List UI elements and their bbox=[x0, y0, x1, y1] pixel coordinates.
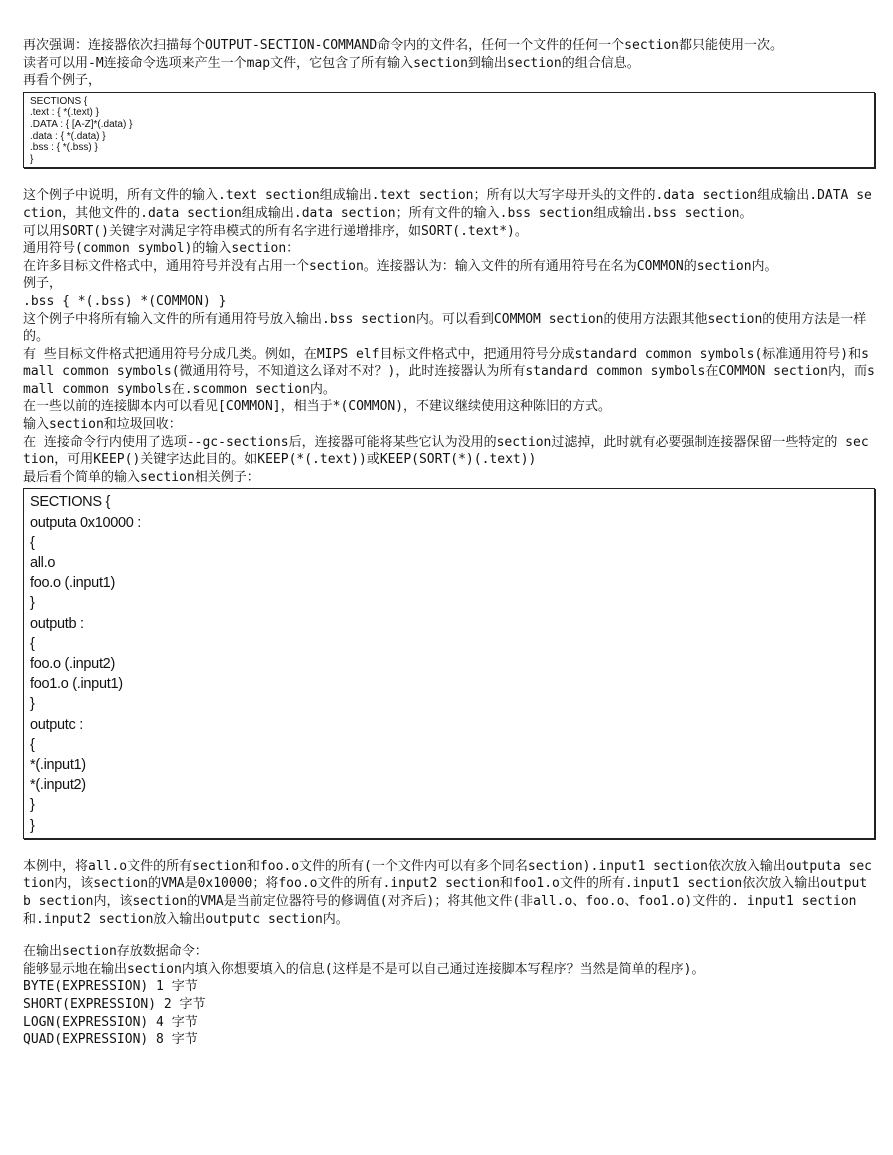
code-line: { bbox=[30, 635, 35, 652]
code-block-sections-1 bbox=[23, 92, 875, 169]
spacer bbox=[23, 843, 875, 858]
paragraph: 有 些目标文件格式把通用符号分成几类。例如，在MIPS elf目标文件格式中，把通用符号分成standard common symbols(标准通用符号)和small common symbols(微通用符号，不知道这么译对不对？)，此时连接器认为所有standard common symbols在COMMON section内，而small common symbols在.scommon section内。 bbox=[23, 346, 875, 397]
code-line: } bbox=[30, 817, 35, 834]
paragraph: 通用符号(common symbol)的输入section： bbox=[23, 241, 300, 257]
data-commands-section bbox=[23, 943, 875, 1049]
paragraph: 再次强调：连接器依次扫描每个OUTPUT-SECTION-COMMAND命令内的文件名，任何一个文件的任何一个section都只能使用一次。 bbox=[23, 38, 783, 53]
paragraph: 再看个例子， bbox=[23, 73, 102, 89]
example-explanation-section bbox=[23, 858, 875, 928]
code-line: } bbox=[30, 797, 35, 814]
code-line: outputb : bbox=[30, 615, 84, 632]
paragraph: 在 连接命令行内使用了选项--gc-sections后，连接器可能将某些它认为没用的section过滤掉，此时就有必要强制连接器保留一些特定的 section，可用KEEP()关键字达此目的。如KEEP(*(.text))或KEEP(SORT(*)(.text)) bbox=[23, 434, 869, 468]
intro-section bbox=[23, 37, 875, 90]
code-line: foo1.o (.input1) bbox=[30, 676, 123, 693]
code-line: *(.input2) bbox=[30, 777, 86, 794]
paragraph: 输入section和垃圾回收： bbox=[23, 417, 182, 433]
code-line: outputa 0x10000 : bbox=[30, 514, 141, 531]
paragraph: 这个例子中说明，所有文件的输入.text section组成输出.text section；所有以大写字母开头的文件的.data section组成输出.DATA section，其他文件的.data section组成输出.data section；所有文件的输入.bss section组成输出.bss section。 bbox=[23, 188, 872, 221]
paragraph: 在一些以前的连接脚本内可以看见[COMMON]，相当于*(COMMON)，不建议继续使用这种陈旧的方式。 bbox=[23, 399, 612, 415]
paragraph: 在许多目标文件格式中，通用符号并没有占用一个section。连接器认为：输入文件的所有通用符号在名为COMMON的section内。 bbox=[23, 258, 778, 274]
data-command-line: SHORT(EXPRESSION) 2 字节 bbox=[23, 997, 206, 1013]
document-page bbox=[23, 37, 875, 1049]
paragraph: 在输出section存放数据命令： bbox=[23, 944, 208, 960]
spacer bbox=[23, 172, 875, 187]
code-line: SECTIONS { bbox=[30, 494, 110, 511]
paragraph: 可以用SORT()关键字对满足字符串模式的所有名字进行递增排序，如SORT(.text*)。 bbox=[23, 223, 528, 239]
code-line: .bss : { *(.bss) } bbox=[30, 142, 98, 154]
code-line: *(.input1) bbox=[30, 757, 86, 774]
code-line: outputc : bbox=[30, 716, 83, 733]
code-line: all.o bbox=[30, 555, 56, 572]
code-line: { bbox=[30, 736, 35, 753]
code-line: foo.o (.input2) bbox=[30, 656, 115, 673]
code-line: } bbox=[30, 153, 34, 165]
paragraph: 能够显示地在输出section内填入你想要填入的信息(这样是不是可以自己通过连接脚本写程序？当然是简单的程序)。 bbox=[23, 961, 705, 977]
paragraph: 例子， bbox=[23, 276, 63, 292]
explanation-section bbox=[23, 187, 875, 486]
code-line: .text : { *(.text) } bbox=[30, 107, 99, 119]
paragraph: .bss { *(.bss) *(COMMON) } bbox=[23, 293, 227, 309]
spacer bbox=[23, 928, 875, 943]
code-block-sections-2 bbox=[23, 488, 875, 838]
data-command-line: QUAD(EXPRESSION) 8 字节 bbox=[23, 1032, 198, 1048]
paragraph: 这个例子中将所有输入文件的所有通用符号放入输出.bss section内。可以看到COMMOM section的使用方法跟其他section的使用方法是一样的。 bbox=[23, 311, 867, 345]
code-line: SECTIONS { bbox=[30, 95, 88, 107]
code-line: } bbox=[30, 595, 35, 612]
paragraph: 最后看个简单的输入section相关例子： bbox=[23, 469, 260, 485]
paragraph: 本例中，将all.o文件的所有section和foo.o文件的所有(一个文件内可以有多个同名section).input1 section依次放入输出outputa section内，该section的VMA是0x10000；将foo.o文件的所有.input2 section和foo1.o文件的所有.input1 section依次放入输出outputb section内，该section的VMA是当前定位器符号的修调值(对齐后)；将其他文件(非all.o、foo.o、foo1.o)文件的. input1 section和.input2 section放入输出outputc section内。 bbox=[23, 858, 872, 927]
code-line: .data : { *(.data) } bbox=[30, 130, 106, 142]
data-command-line: LOGN(EXPRESSION) 4 字节 bbox=[23, 1014, 198, 1030]
code-line: foo.o (.input1) bbox=[30, 575, 115, 592]
data-command-line: BYTE(EXPRESSION) 1 字节 bbox=[23, 979, 198, 995]
code-line: } bbox=[30, 696, 35, 713]
code-line: .DATA : { [A-Z]*(.data) } bbox=[30, 118, 133, 130]
paragraph: 读者可以用-M连接命令选项来产生一个map文件，它包含了所有输入section到输出section的组合信息。 bbox=[23, 55, 640, 71]
code-line: { bbox=[30, 534, 35, 551]
